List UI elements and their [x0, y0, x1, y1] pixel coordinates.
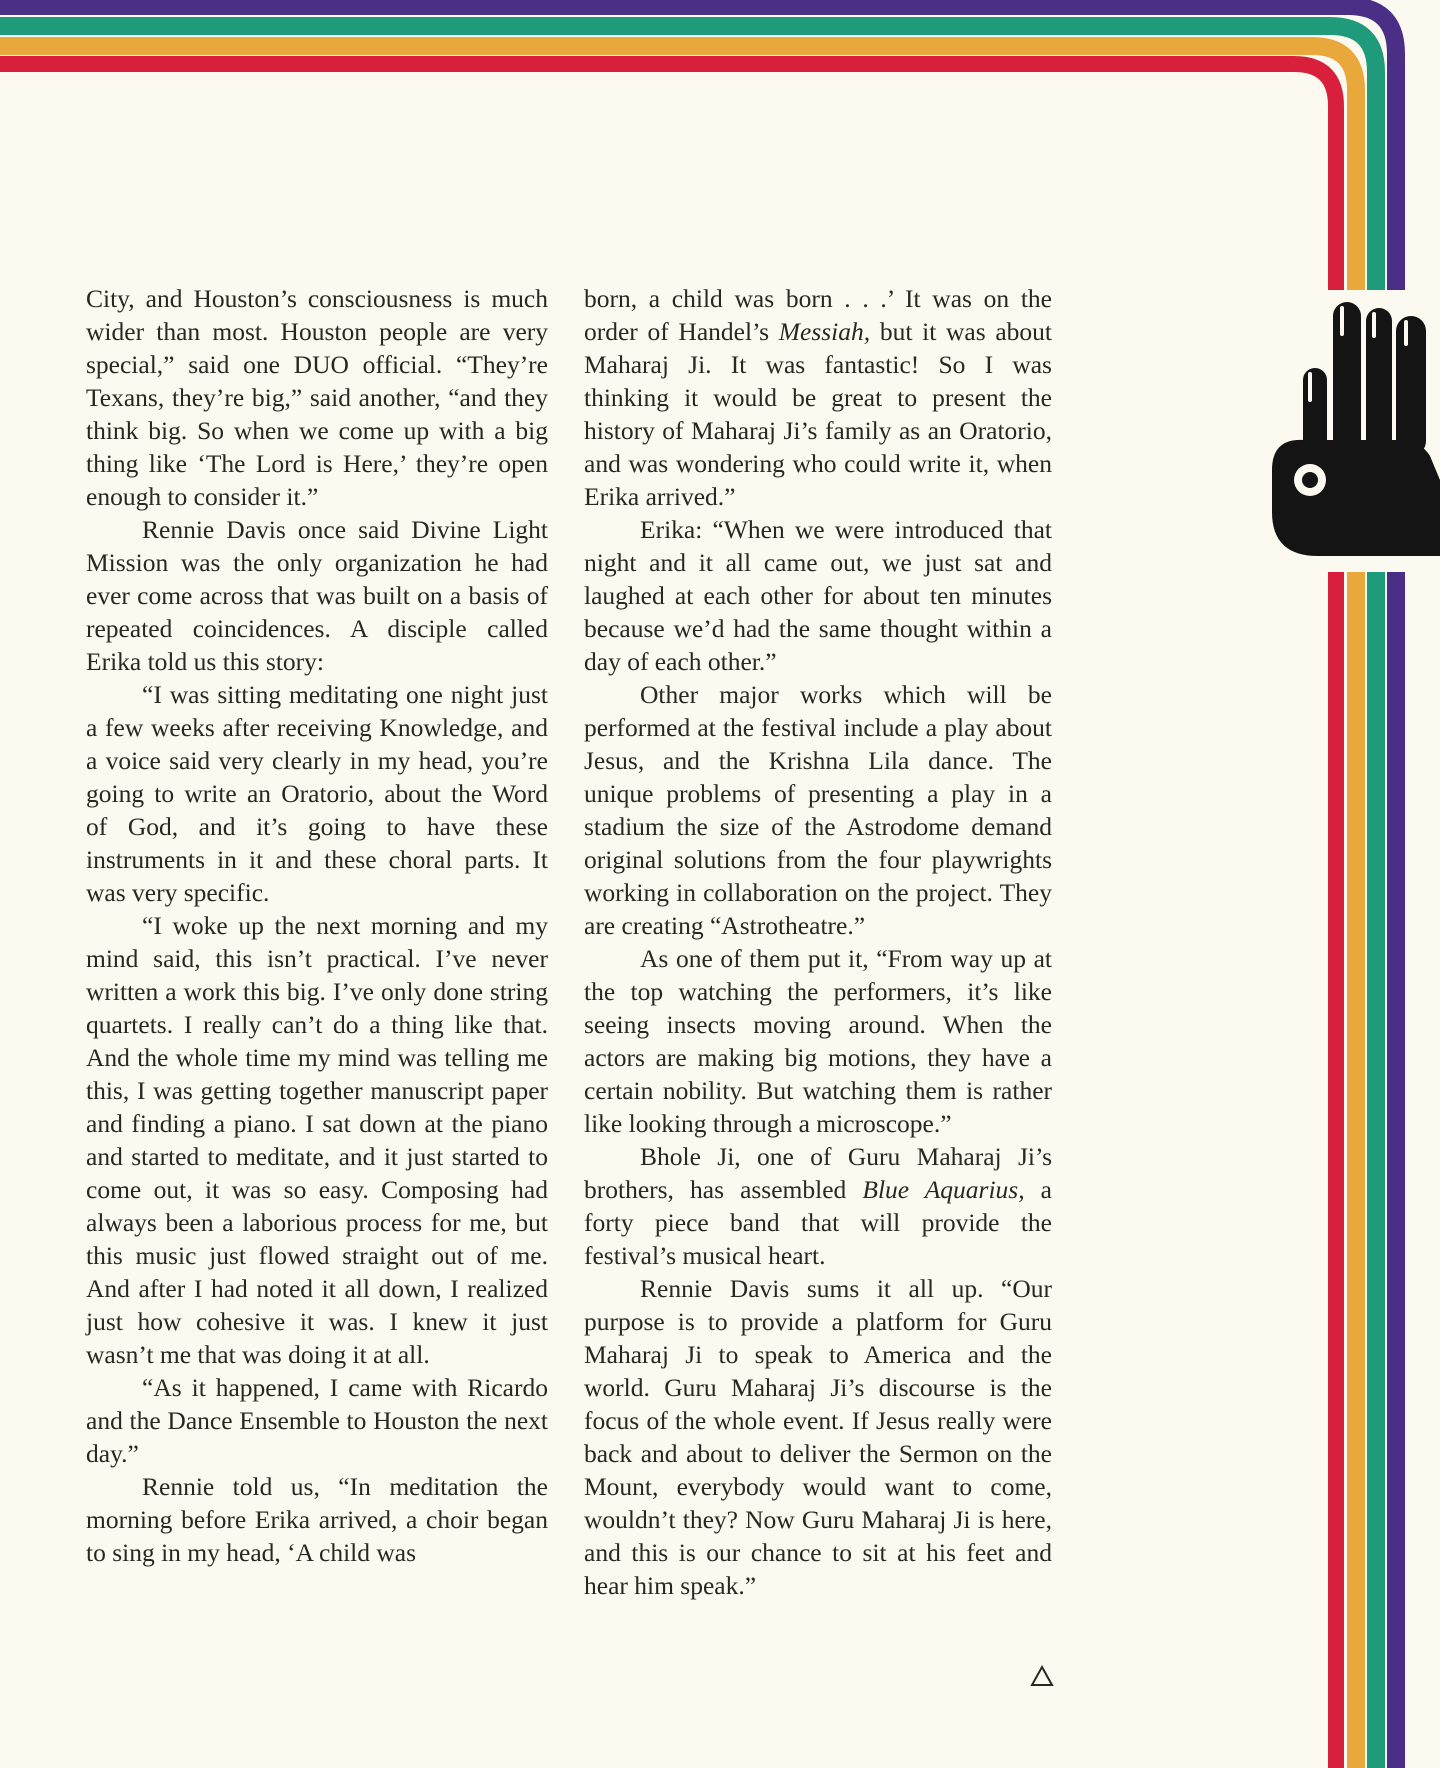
paragraph-right-1-italic-title: Messiah,: [778, 317, 871, 346]
paragraph-right-6: Rennie Davis sums it all up. “Our purpose is to provide a platform for Guru Maharaj Ji to speak to America and the world. Guru Maharaj Ji’s discourse is the focus of the whole event. If Jesus really were back and about to deliver the Sermon on the Mount, everybody would want to come, wouldn’t they? Now Guru Maharaj Ji is here, and this is our chance to sit at his feet and hear him speak.”: [584, 1274, 1052, 1600]
paragraph-right-5-text-b: a forty piece band that will provide the festival’s musical heart.: [584, 1175, 1052, 1270]
paragraph-left-2: Rennie Davis once said Divine Light Mission was the only organization he had ever come across that was built on a basis of repeated coincidences. A disciple called Erika told us this story:: [86, 515, 548, 676]
triangle-end-mark-icon: [1030, 1664, 1054, 1688]
paragraph-right-1-text-b: but it was about Maharaj Ji. It was fantastic! So I was thinking it would be great to present the history of Maharaj Ji’s family as an Oratorio, and was wondering who could write it, when Erika arrived.”: [584, 317, 1052, 511]
paragraph-right-3: Other major works which will be performed at the festival include a play about Jesus, and the Krishna Lila dance. The unique problems of presenting a play in a stadium the size of the Astrodome demand original solutions from the four playwrights working in collaboration on the project. They are creating “Astrotheatre.”: [584, 680, 1052, 940]
paragraph-left-5: “As it happened, I came with Ricardo and the Dance Ensemble to Houston the next day.”: [86, 1373, 548, 1468]
article-right-column: [584, 282, 1052, 1602]
paragraph-right-5-text-a: Bhole Ji, one of Guru Maharaj Ji’s brothers, has assembled: [584, 1142, 1052, 1204]
hand-emblem-icon: [1272, 302, 1440, 556]
paragraph-left-1: City, and Houston’s consciousness is much wider than most. Houston people are very special,” said one DUO official. “They’re Texans, they’re big,” said another, “and they think big. So when we come up with a big thing like ‘The Lord is Here,’ they’re open enough to consider it.”: [86, 284, 548, 511]
article-left-column: [86, 282, 548, 1569]
paragraph-left-4: “I woke up the next morning and my mind said, this isn’t practical. I’ve never written a work this big. I’ve only done string quartets. I really can’t do a thing like that. And the whole time my mind was telling me this, I was getting together manuscript paper and finding a piano. I sat down at the piano and started to meditate, and it just started to come out, it was so easy. Composing had always been a laborious process for me, but this music just flowed straight out of me. And after I had noted it all down, I realized just how cohesive it was. I knew it just wasn’t me that was doing it at all.: [86, 911, 548, 1369]
paragraph-right-5-italic-band: Blue Aquarius,: [862, 1175, 1025, 1204]
paragraph-left-3: “I was sitting meditating one night just a few weeks after receiving Knowledge, and a voice said very clearly in my head, you’re going to write an Oratorio, about the Word of God, and it’s going to have these instruments in it and these choral parts. It was very specific.: [86, 680, 548, 907]
paragraph-right-2: Erika: “When we were introduced that night and it all came out, we just sat and laughed at each other for about ten minutes because we’d had the same thought within a day of each other.”: [584, 515, 1052, 676]
paragraph-right-1: [584, 282, 1052, 513]
paragraph-right-1-text-a: born, a child was born . . .’ It was on the order of Handel’s: [584, 284, 1052, 346]
paragraph-left-6: Rennie told us, “In meditation the morning before Erika arrived, a choir began to sing in my head, ‘A child was: [86, 1472, 548, 1567]
paragraph-right-4: As one of them put it, “From way up at the top watching the performers, it’s like seeing insects moving around. When the actors are making big motions, they have a certain nobility. But watching them is rather like looking through a microscope.”: [584, 944, 1052, 1138]
paragraph-right-5: [584, 1140, 1052, 1272]
